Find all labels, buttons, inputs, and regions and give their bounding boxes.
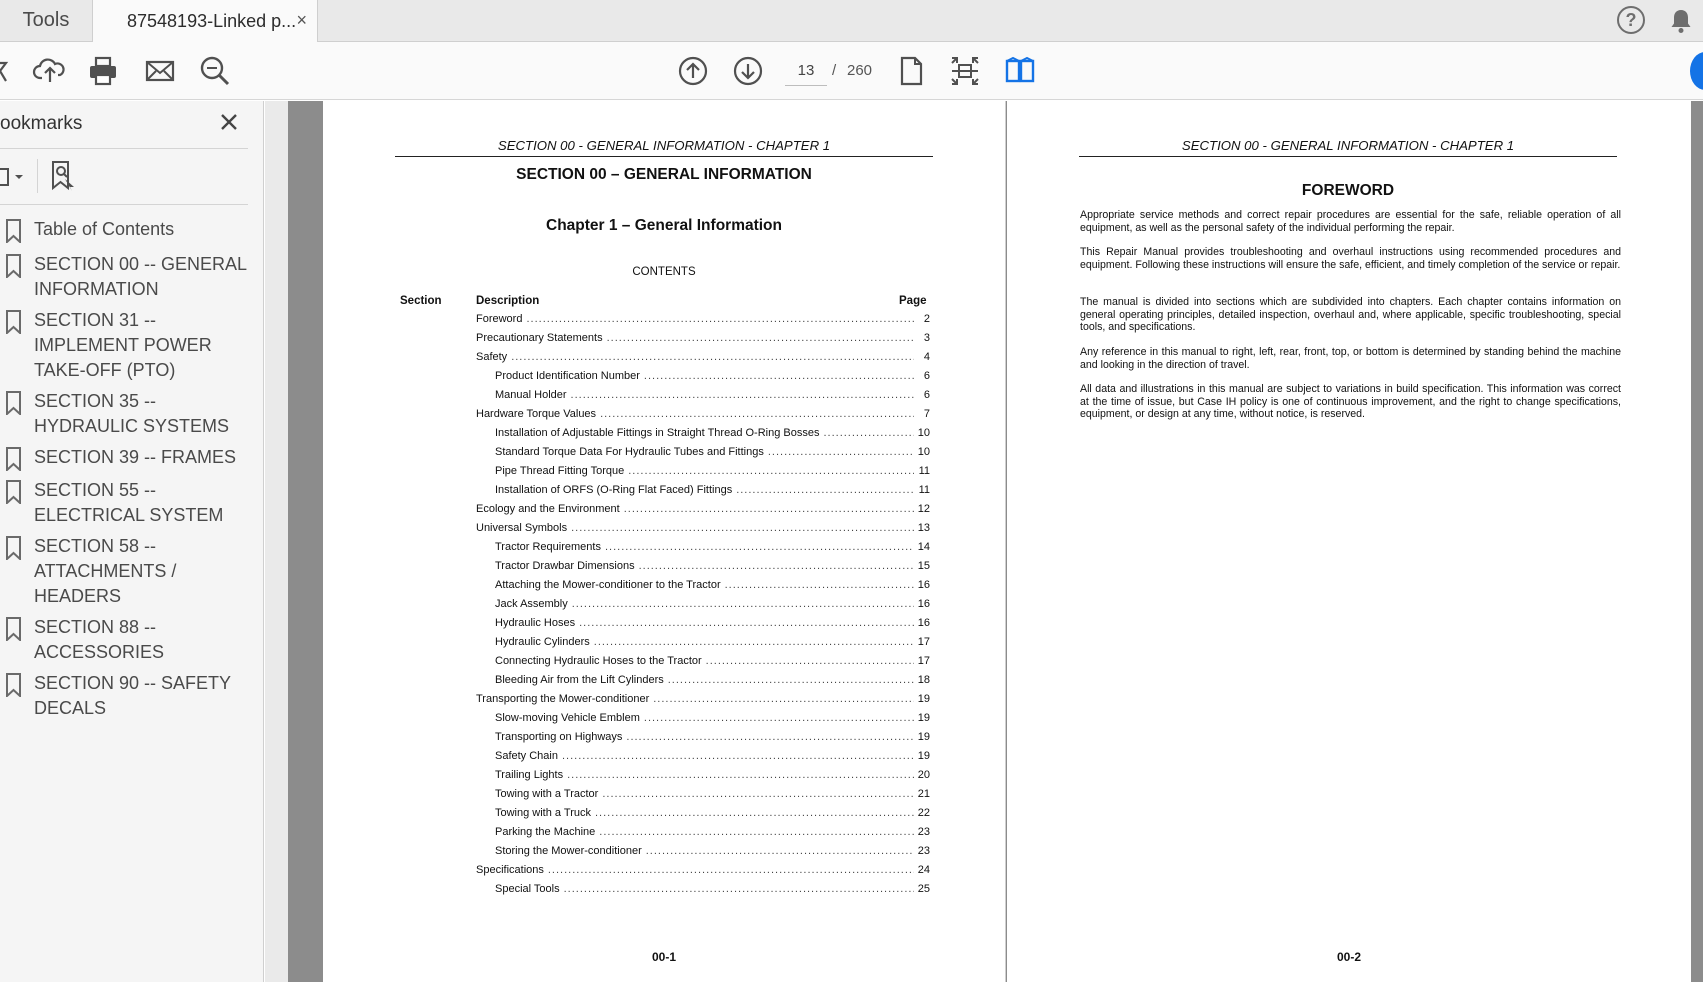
toc-page: 17: [917, 655, 930, 667]
bookmark-icon: [5, 391, 22, 415]
viewport-gutter: [265, 101, 288, 982]
toc-page: 19: [917, 750, 930, 762]
previous-page-icon[interactable]: [675, 53, 711, 89]
bookmark-icon: [5, 673, 22, 697]
email-icon[interactable]: [142, 53, 178, 89]
toc-page: 7: [923, 408, 930, 420]
page-number: 00-2: [1336, 950, 1362, 964]
toc-entry: [476, 408, 930, 427]
toc-page: 19: [917, 712, 930, 724]
toc-entry: [476, 807, 930, 826]
toc-page: 2: [923, 313, 930, 325]
toc-description: Hydraulic Hoses: [495, 617, 576, 629]
toc-page: 18: [917, 674, 930, 686]
toc-description: Slow-moving Vehicle Emblem: [495, 712, 640, 724]
column-header-section: Section: [400, 295, 442, 307]
toc-description: Storing the Mower-conditioner: [495, 845, 642, 857]
page-number-input[interactable]: [785, 56, 827, 86]
toc-page: 12: [917, 503, 930, 515]
bookmark-options-icon[interactable]: [0, 163, 28, 191]
bookmark-label: SECTION 90 -- SAFETY DECALS: [34, 673, 231, 718]
bookmark-label: SECTION 39 -- FRAMES: [34, 447, 237, 467]
toc-description: Bleeding Air from the Lift Cylinders: [495, 674, 664, 686]
toc-page: 13: [917, 522, 930, 534]
section-title: SECTION 00 – GENERAL INFORMATION: [516, 166, 812, 183]
bookmark-item[interactable]: [0, 478, 262, 528]
divider: [0, 148, 248, 149]
table-of-contents: [476, 313, 930, 902]
main-toolbar: [0, 42, 1703, 100]
bookmark-label: SECTION 55 -- ELECTRICAL SYSTEM: [34, 480, 224, 525]
toc-entry: [476, 674, 930, 693]
upload-cloud-icon[interactable]: [32, 53, 68, 89]
zoom-search-icon[interactable]: [197, 53, 233, 89]
bookmark-icon: [5, 617, 22, 641]
bookmark-icon: [5, 480, 22, 504]
page-number: 00-1: [651, 950, 677, 964]
toc-page: 19: [917, 731, 930, 743]
bookmark-label: Table of Contents: [34, 219, 175, 239]
toc-leader: [646, 845, 914, 857]
bookmark-icon: [5, 219, 22, 243]
toc-description: Ecology and the Environment: [476, 503, 620, 515]
toc-description: Product Identification Number: [495, 370, 640, 382]
toc-leader: [653, 693, 914, 705]
header-rule: [395, 156, 933, 157]
bookmark-icon: [5, 536, 22, 560]
toc-page: 19: [917, 693, 930, 705]
tab-tools[interactable]: Tools: [22, 9, 70, 31]
divider: [37, 159, 38, 193]
toc-entry: [476, 883, 930, 902]
bookmark-item[interactable]: [0, 615, 262, 665]
toc-leader: [823, 427, 913, 439]
bookmark-label: SECTION 00 -- GENERAL INFORMATION: [34, 254, 247, 299]
toc-page: 6: [923, 370, 930, 382]
bookmark-icon: [5, 310, 22, 334]
page-total: 260: [847, 62, 873, 79]
toc-entry: [476, 636, 930, 655]
bookmarks-panel: [0, 101, 264, 982]
toc-entry: [476, 826, 930, 845]
toc-entry: [476, 313, 930, 332]
toc-leader: [594, 636, 914, 648]
next-page-icon[interactable]: [730, 53, 766, 89]
toc-leader: [639, 560, 914, 572]
toc-description: Safety Chain: [495, 750, 558, 762]
contents-heading: CONTENTS: [632, 266, 696, 278]
toc-page: 23: [917, 826, 930, 838]
toc-leader: [706, 655, 914, 667]
toc-page: 17: [917, 636, 930, 648]
toc-leader: [571, 522, 914, 534]
toc-page: 24: [917, 864, 930, 876]
toc-description: Foreword: [476, 313, 523, 325]
toc-entry: [476, 693, 930, 712]
toc-leader: [548, 864, 914, 876]
toc-entry: [476, 427, 930, 446]
toc-page: 22: [917, 807, 930, 819]
toc-description: Towing with a Tractor: [495, 788, 599, 800]
tab-bar: [0, 0, 1703, 42]
running-header: SECTION 00 - GENERAL INFORMATION - CHAPTER 1: [497, 138, 831, 153]
toc-description: Installation of Adjustable Fittings in Straight Thread O-Ring Bosses: [495, 427, 820, 439]
toc-entry: [476, 503, 930, 522]
help-icon[interactable]: ?: [1617, 6, 1645, 34]
toc-entry: [476, 769, 930, 788]
toc-page: 4: [923, 351, 930, 363]
toc-leader: [725, 579, 914, 591]
toc-entry: [476, 864, 930, 883]
toc-entry: [476, 598, 930, 617]
toc-leader: [644, 370, 914, 382]
toc-entry: [476, 541, 930, 560]
toc-page: 16: [917, 617, 930, 629]
toc-page: 10: [917, 427, 930, 439]
toc-leader: [624, 503, 914, 515]
toc-page: 10: [917, 446, 930, 458]
toc-leader: [602, 788, 913, 800]
document-page-1: [323, 101, 1006, 982]
toc-leader: [668, 674, 914, 686]
foreword-paragraph: Any reference in this manual to right, left, rear, front, top, or bottom is determined by standing behind the machine and looking in the direction of travel.: [1080, 346, 1621, 371]
toc-description: Specifications: [476, 864, 544, 876]
chapter-title: Chapter 1 – General Information: [546, 217, 782, 234]
toc-entry: [476, 484, 930, 503]
bookmark-star-icon[interactable]: [0, 53, 22, 89]
toc-entry: [476, 332, 930, 351]
toc-page: 15: [917, 560, 930, 572]
toc-entry: [476, 446, 930, 465]
column-header-description: Description: [476, 295, 540, 307]
toc-entry: [476, 617, 930, 636]
toc-leader: [567, 769, 914, 781]
toc-page: 11: [918, 484, 930, 496]
toc-entry: [476, 731, 930, 750]
toc-leader: [526, 313, 914, 325]
toc-description: Connecting Hydraulic Hoses to the Tractor: [495, 655, 702, 667]
toc-leader: [644, 712, 914, 724]
toc-description: Universal Symbols: [476, 522, 568, 534]
toc-page: 20: [917, 769, 930, 781]
toc-description: Manual Holder: [495, 389, 567, 401]
header-rule: [1079, 156, 1617, 157]
scroll-mode-icon[interactable]: [893, 53, 929, 89]
toc-entry: [476, 750, 930, 769]
toc-description: Towing with a Truck: [495, 807, 591, 819]
toc-leader: [736, 484, 914, 496]
bookmark-item[interactable]: [0, 252, 262, 302]
toc-leader: [562, 750, 914, 762]
toc-page: 21: [917, 788, 930, 800]
tab-document-label: 87548193-Linked p...: [127, 10, 297, 31]
toc-leader: [600, 408, 914, 420]
close-panel-icon[interactable]: [216, 109, 242, 135]
fit-page-icon[interactable]: [947, 53, 983, 89]
running-header: SECTION 00 - GENERAL INFORMATION - CHAPTER 1: [1181, 138, 1515, 153]
toc-description: Transporting the Mower-conditioner: [476, 693, 650, 705]
toc-entry: [476, 845, 930, 864]
column-header-page: Page: [899, 295, 927, 307]
page-separator: /: [832, 62, 837, 79]
toc-description: Jack Assembly: [495, 598, 568, 610]
bookmark-label: SECTION 88 -- ACCESSORIES: [34, 617, 165, 662]
two-page-view-icon[interactable]: [1002, 53, 1038, 89]
bookmarks-title: ookmarks: [0, 113, 83, 134]
toc-leader: [599, 826, 913, 838]
toc-page: 11: [918, 465, 930, 477]
toc-leader: [607, 332, 914, 344]
toc-leader: [571, 389, 914, 401]
bell-icon[interactable]: [1666, 6, 1696, 36]
bookmark-icon: [5, 447, 22, 471]
toc-description: Trailing Lights: [495, 769, 564, 781]
divider: [0, 204, 248, 205]
toc-leader: [595, 807, 914, 819]
print-icon[interactable]: [85, 53, 121, 89]
toc-page: 16: [917, 598, 930, 610]
toc-description: Hydraulic Cylinders: [495, 636, 590, 648]
bookmark-item[interactable]: [0, 671, 262, 721]
toc-entry: [476, 351, 930, 370]
bookmark-item[interactable]: [0, 534, 262, 609]
toc-leader: [768, 446, 914, 458]
toc-leader: [626, 731, 913, 743]
toc-description: Tractor Requirements: [495, 541, 601, 553]
bookmark-label: SECTION 31 -- IMPLEMENT POWER TAKE-OFF (PTO): [34, 310, 212, 380]
foreword-paragraph: This Repair Manual provides troubleshooting and overhaul instructions using recommended procedures and equipment. Following these instructions will ensure the safe, efficient, and timely completion of the service or repair.: [1080, 246, 1621, 271]
toc-description: Hardware Torque Values: [476, 408, 597, 420]
find-bookmark-icon[interactable]: [48, 159, 80, 191]
foreword-paragraph: Appropriate service methods and correct repair procedures are essential for the safe, reliable operation of all equipment, as well as the personal safety of the individual performing the repair.: [1080, 209, 1621, 234]
toc-description: Standard Torque Data For Hydraulic Tubes and Fittings: [495, 446, 764, 458]
toc-entry: [476, 370, 930, 389]
bookmark-item[interactable]: [0, 217, 262, 242]
bookmark-item[interactable]: [0, 308, 262, 383]
tab-document[interactable]: [92, 0, 318, 42]
document-page-2: [1007, 101, 1691, 982]
toc-leader: [628, 465, 914, 477]
toc-entry: [476, 788, 930, 807]
toc-leader: [579, 617, 914, 629]
bookmark-item[interactable]: [0, 389, 262, 439]
toc-entry: [476, 560, 930, 579]
toc-page: 14: [917, 541, 930, 553]
toc-description: Precautionary Statements: [476, 332, 603, 344]
toc-page: 3: [923, 332, 930, 344]
toc-entry: [476, 655, 930, 674]
toc-leader: [605, 541, 914, 553]
foreword-paragraph: The manual is divided into sections which are subdivided into chapters. Each chapter contains information on general operating principles, detailed inspection, overhaul and, where applicable, specific troubleshooting, special tools, and specifications.: [1080, 296, 1621, 333]
toc-description: Pipe Thread Fitting Torque: [495, 465, 625, 477]
bookmark-icon: [5, 254, 22, 278]
bookmark-label: SECTION 58 -- ATTACHMENTS / HEADERS: [34, 536, 177, 606]
bookmark-label: SECTION 35 -- HYDRAULIC SYSTEMS: [34, 391, 230, 436]
toc-description: Installation of ORFS (O-Ring Flat Faced) Fittings: [495, 484, 733, 496]
toc-page: 23: [917, 845, 930, 857]
close-tab-icon[interactable]: ×: [296, 10, 307, 30]
foreword-title: FOREWORD: [1301, 182, 1395, 199]
toc-leader: [572, 598, 914, 610]
toc-description: Tractor Drawbar Dimensions: [495, 560, 635, 572]
toc-leader: [564, 883, 914, 895]
toc-entry: [476, 579, 930, 598]
toc-description: Attaching the Mower-conditioner to the Tractor: [495, 579, 721, 591]
toc-description: Safety: [476, 351, 508, 363]
toc-page: 16: [917, 579, 930, 591]
toc-entry: [476, 465, 930, 484]
toc-entry: [476, 389, 930, 408]
toc-description: Parking the Machine: [495, 826, 596, 838]
toc-description: Special Tools: [495, 883, 560, 895]
toc-leader: [511, 351, 914, 363]
foreword-paragraph: All data and illustrations in this manual are subject to variations in build specification. This information was correct at the time of issue, but Case IH policy is one of continuous improvement, and the right to change specifications, equipment, or design at any time, without notice, is reserved.: [1080, 383, 1621, 420]
toc-entry: [476, 712, 930, 731]
toc-page: 6: [923, 389, 930, 401]
toc-page: 25: [917, 883, 930, 895]
toc-entry: [476, 522, 930, 541]
bookmark-list: [0, 217, 262, 727]
share-button[interactable]: [1690, 52, 1703, 90]
bookmark-item[interactable]: [0, 445, 262, 470]
toc-description: Transporting on Highways: [495, 731, 623, 743]
